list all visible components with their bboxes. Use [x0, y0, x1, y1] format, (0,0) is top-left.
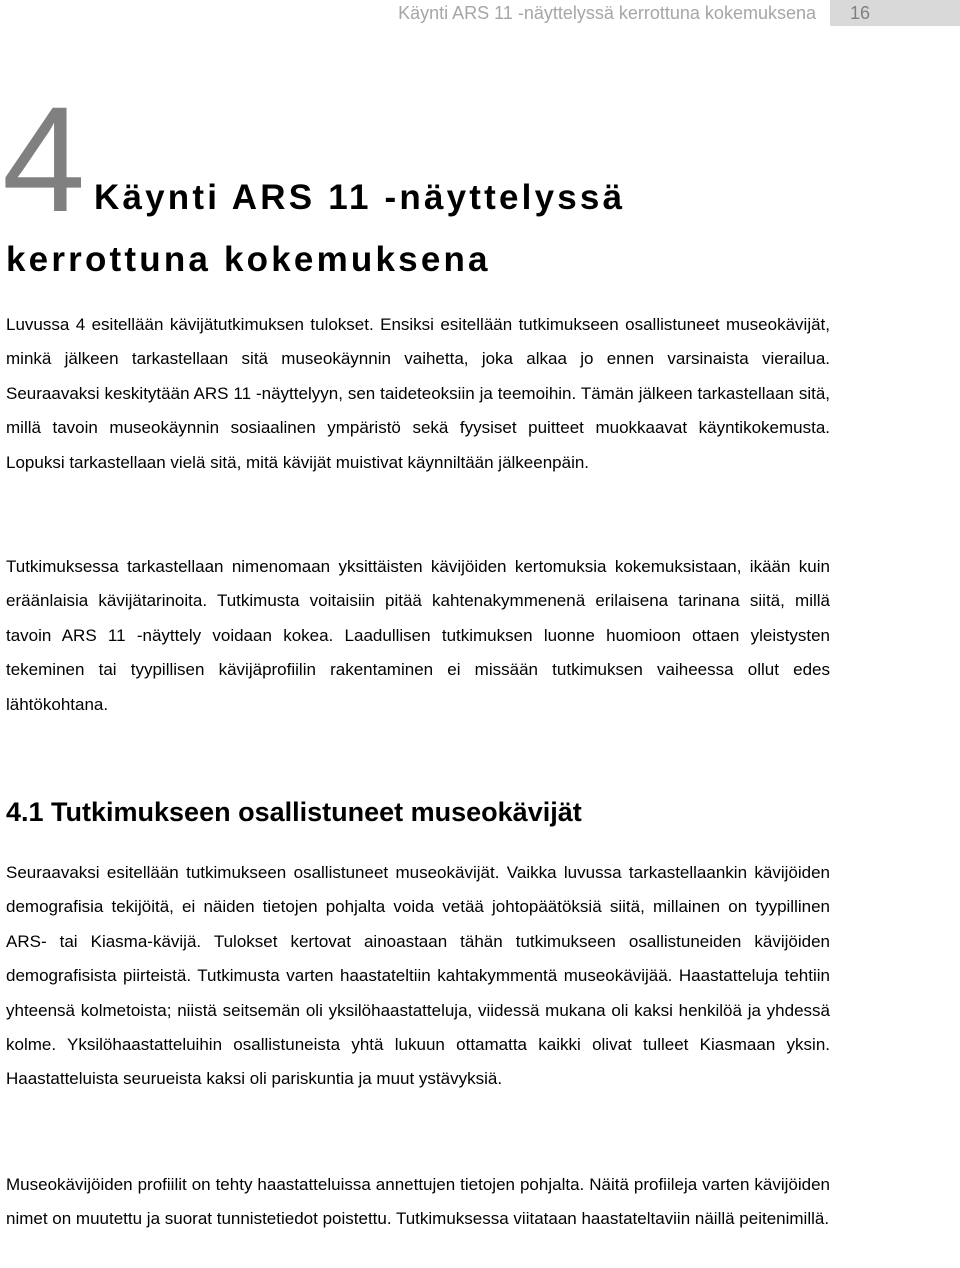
- intro-paragraph: Luvussa 4 esitellään kävijätutkimuksen tulokset. Ensiksi esitellään tutkimukseen osallistuneet museokävijät, minkä jälkeen tarkastellaan sitä museokäynnin vaihetta, joka alkaa jo ennen varsinaista vierailua. Seuraavaksi keskitytään ARS 11 -näyttelyyn, sen taideteoksiin ja teemoihin. Tämän jälkeen tarkastellaan sitä, millä tavoin museokäynnin sosiaalinen ympäristö sekä fyysiset puitteet muokkaavat käyntikokemusta. Lopuksi tarkastellaan vielä sitä, mitä kävijät muistivat käynniltään jälkeenpäin.: [6, 315, 830, 472]
- chapter-number: 4: [2, 75, 82, 243]
- running-header-title: Käynti ARS 11 -näyttelyssä kerrottuna kokemuksena: [398, 3, 816, 23]
- chapter-title-line1: Käynti ARS 11 -näyttelyssä: [94, 178, 626, 217]
- page-number-box: [830, 0, 960, 26]
- page-number: 16: [850, 2, 871, 23]
- participants-paragraph: Seuraavaksi esitellään tutkimukseen osallistuneet museokävijät. Vaikka luvussa tarkastellaankin kävijöiden demografisia tekijöitä, ei näiden tietojen pohjalta voida vetää johtopäätöksiä siitä, millainen on tyypillinen ARS- tai Kiasma-kävijä. Tulokset kertovat ainoastaan tähän tutkimukseen osallistuneiden kävijöiden demografisista piirteistä. Tutkimusta varten haastateltiin kahtakymmentä museokävijää. Haastatteluja tehtiin yhteensä kolmetoista; niistä seitsemän oli yksilöhaastatteluja, viidessä mukana oli kaksi henkilöä ja yhdessä kolme. Yksilöhaastatteluihin osallistuneista yhtä lukuun ottamatta kaikki olivat tulleet Kiasmaan yksin. Haastatteluista seurueista kaksi oli pariskuntia ja muut ystävyksiä.: [6, 863, 830, 1089]
- method-paragraph: Tutkimuksessa tarkastellaan nimenomaan yksittäisten kävijöiden kertomuksia kokemuksistaan, ikään kuin eräänlaisia kävijätarinoita. Tutkimusta voitaisiin pitää kahtenakymmenenä erilaisena tarinana siitä, millä tavoin ARS 11 -näyttely voidaan kokea. Laadullisen tutkimuksen luonne huomioon ottaen yleistysten tekeminen tai tyypillisen kävijäprofiilin rakentaminen ei missään tutkimuksen vaiheessa ollut edes lähtökohtana.: [6, 557, 830, 714]
- section-heading: 4.1 Tutkimukseen osallistuneet museokävijät: [6, 797, 582, 827]
- running-header: [398, 0, 960, 26]
- chapter-title-line2: kerrottuna kokemuksena: [6, 240, 491, 279]
- profiles-paragraph: Museokävijöiden profiilit on tehty haastatteluissa annettujen tietojen pohjalta. Näitä profiileja varten kävijöiden nimet on muutettu ja suorat tunnistetiedot poistettu. Tutkimuksessa viitataan haastateltaviin näillä peitenimillä.: [6, 1175, 830, 1229]
